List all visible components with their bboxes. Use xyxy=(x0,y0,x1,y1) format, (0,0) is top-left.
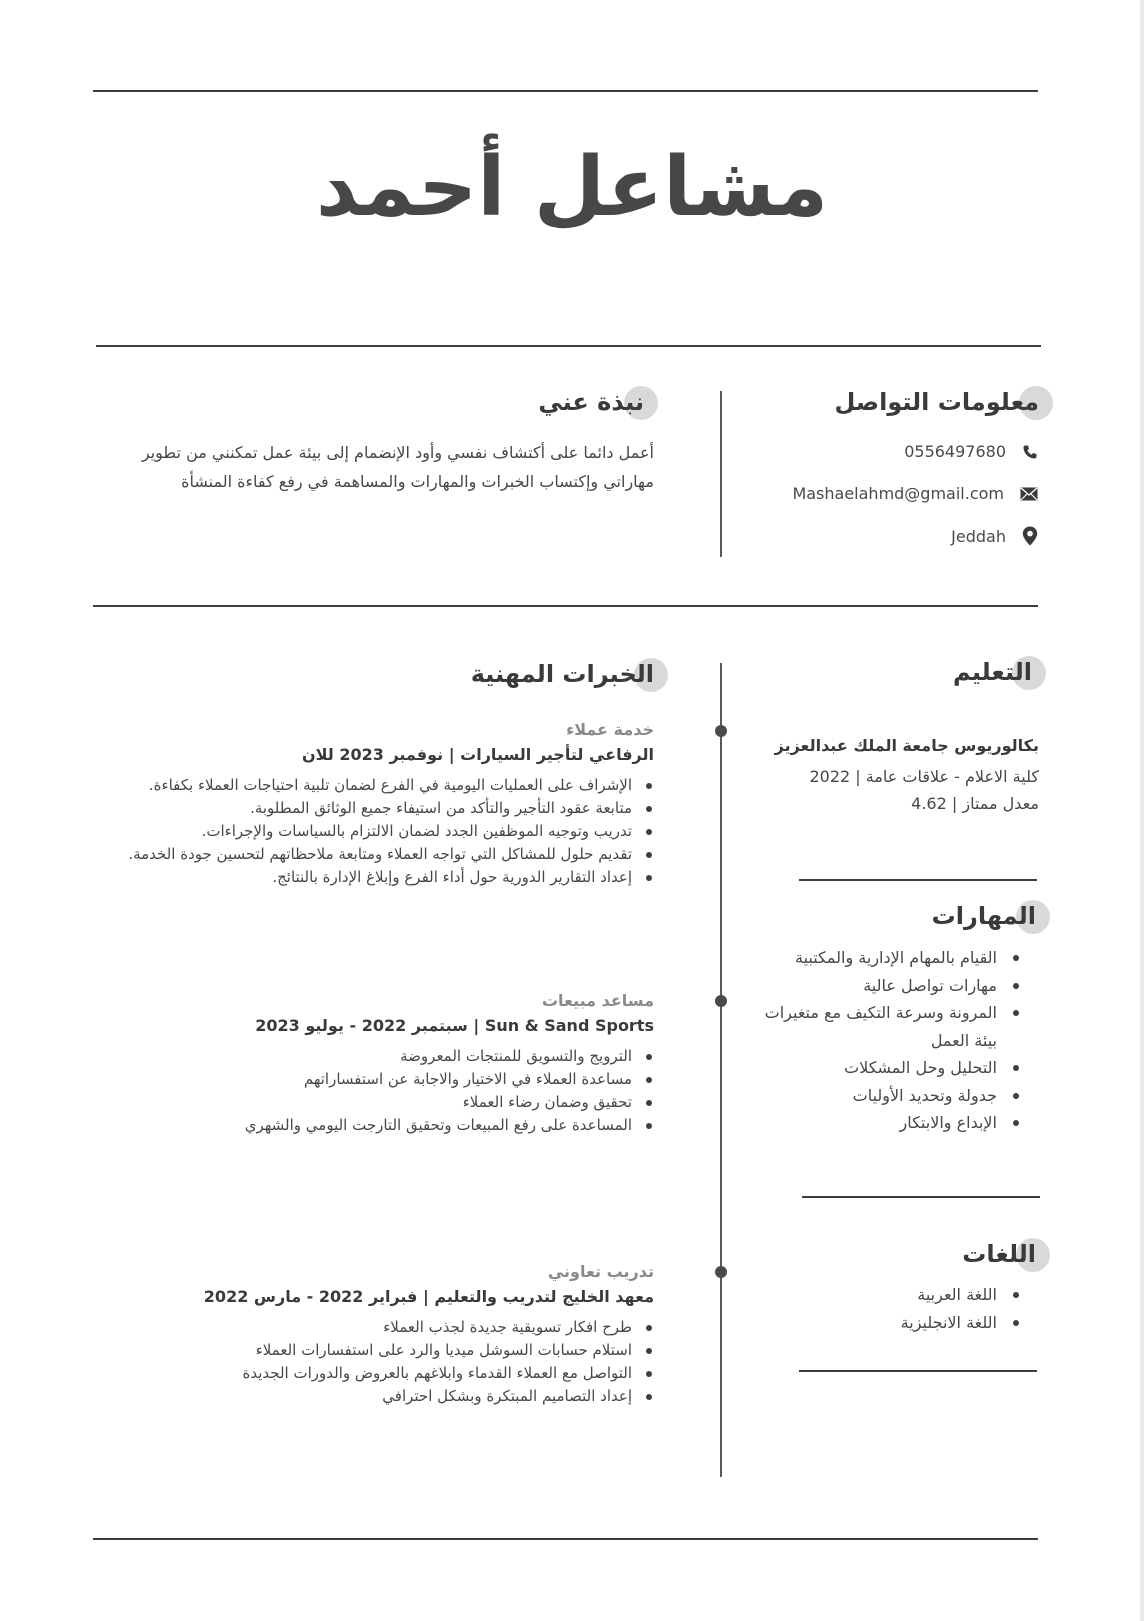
list-item: اللغة العربية xyxy=(763,1281,1023,1309)
list-item: الإشراف على العمليات اليومية في الفرع لضمان تلبية احتياجات العملاء بكفاءة. xyxy=(94,774,654,797)
location-text: Jeddah xyxy=(951,526,1006,546)
about-line-1: أعمل دائما على أكتشاف نفسي وأود الإنضمام إلى بيئة عمل تمكنني من تطوير xyxy=(141,443,654,462)
divider-top xyxy=(93,90,1038,92)
job-entry xyxy=(94,1262,654,1408)
education-heading: التعليم xyxy=(953,658,1032,686)
job-entry xyxy=(94,720,654,889)
job-bullets xyxy=(94,1045,654,1137)
languages-list xyxy=(763,1281,1023,1336)
job-title: تدريب تعاوني xyxy=(547,1262,654,1281)
divider-education xyxy=(799,879,1037,881)
contact-phone xyxy=(904,442,1038,461)
map-pin-icon xyxy=(1022,526,1038,546)
education-gpa: معدل ممتاز | 4.62 xyxy=(911,794,1039,813)
job-company-dates: معهد الخليج لتدريب والتعليم | فبراير 2022 - مارس 2022 xyxy=(203,1287,654,1306)
education-block xyxy=(709,736,1039,813)
phone-icon xyxy=(1022,444,1038,460)
contact-email xyxy=(792,484,1038,503)
divider-skills xyxy=(802,1196,1040,1198)
divider-vertical-top xyxy=(720,391,722,557)
divider-middle xyxy=(93,605,1038,607)
experience-heading: الخبرات المهنية xyxy=(471,660,654,688)
candidate-name: مشاعل أحمد xyxy=(315,140,829,235)
education-college: كلية الاعلام - علاقات عامة | 2022 xyxy=(809,767,1039,786)
list-item: إعداد التقارير الدورية حول أداء الفرع وإبلاغ الإدارة بالنتائج. xyxy=(94,866,654,889)
timeline-dot xyxy=(715,995,727,1007)
list-item: التواصل مع العملاء القدماء وابلاغهم بالعروض والدورات الجديدة xyxy=(94,1362,654,1385)
job-company-dates: الرفاعي لتأجير السيارات | نوفمبر 2023 للان xyxy=(301,745,654,764)
education-degree: بكالوريوس جامعة الملك عبدالعزيز xyxy=(774,736,1039,755)
job-entry xyxy=(94,991,654,1137)
list-item: المساعدة على رفع المبيعات وتحقيق التارجت اليومي والشهري xyxy=(94,1114,654,1137)
job-bullets xyxy=(94,1316,654,1408)
job-title: خدمة عملاء xyxy=(566,720,654,739)
list-item: استلام حسابات السوشل ميديا والرد على استفسارات العملاء xyxy=(94,1339,654,1362)
contact-location xyxy=(951,526,1038,546)
list-item: المرونة وسرعة التكيف مع متغيرات بيئة العمل xyxy=(747,999,1023,1054)
about-heading: نبذة عني xyxy=(538,388,644,416)
contact-heading: معلومات التواصل xyxy=(834,388,1039,416)
skills-heading: المهارات xyxy=(932,902,1036,930)
list-item: الإبداع والابتكار xyxy=(747,1109,1023,1137)
list-item: مهارات تواصل عالية xyxy=(747,972,1023,1000)
list-item: تحقيق وضمان رضاء العملاء xyxy=(94,1091,654,1114)
list-item: متابعة عقود التأجير والتأكد من استيفاء جميع الوثائق المطلوبة. xyxy=(94,797,654,820)
timeline-dot xyxy=(715,725,727,737)
divider-bottom xyxy=(93,1538,1038,1540)
skills-list xyxy=(747,944,1023,1137)
phone-text: 0556497680 xyxy=(904,442,1006,461)
timeline-dot xyxy=(715,1266,727,1278)
list-item: إعداد التصاميم المبتكرة وبشكل احترافي xyxy=(94,1385,654,1408)
job-company-dates: Sun & Sand Sports | سبتمبر 2022 - يوليو 2023 xyxy=(255,1016,654,1035)
envelope-icon xyxy=(1020,487,1038,501)
list-item: تدريب وتوجيه الموظفين الجدد لضمان الالتزام بالسياسات والإجراءات. xyxy=(94,820,654,843)
list-item: الترويج والتسويق للمنتجات المعروضة xyxy=(94,1045,654,1068)
list-item: اللغة الانجليزية xyxy=(763,1309,1023,1337)
about-text xyxy=(54,438,654,496)
list-item: التحليل وحل المشكلات xyxy=(747,1054,1023,1082)
email-text[interactable]: Mashaelahmd@gmail.com xyxy=(792,484,1004,503)
divider-header xyxy=(96,345,1041,347)
about-line-2: مهاراتي وإكتساب الخبرات والمهارات والمساهمة في رفع كفاءة المنشأة xyxy=(181,472,654,491)
languages-heading: اللغات xyxy=(962,1240,1036,1268)
timeline-line xyxy=(720,663,722,1477)
job-bullets xyxy=(94,774,654,889)
list-item: تقديم حلول للمشاكل التي تواجه العملاء ومتابعة ملاحظاتهم لتحسين جودة الخدمة. xyxy=(94,843,654,866)
list-item: طرح افكار تسويقية جديدة لجذب العملاء xyxy=(94,1316,654,1339)
divider-languages xyxy=(799,1370,1037,1372)
list-item: القيام بالمهام الإدارية والمكتبية xyxy=(747,944,1023,972)
job-title: مساعد مبيعات xyxy=(541,991,654,1010)
list-item: مساعدة العملاء في الاختيار والاجابة عن استفساراتهم xyxy=(94,1068,654,1091)
page-edge xyxy=(1140,0,1144,1621)
list-item: جدولة وتحديد الأوليات xyxy=(747,1082,1023,1110)
